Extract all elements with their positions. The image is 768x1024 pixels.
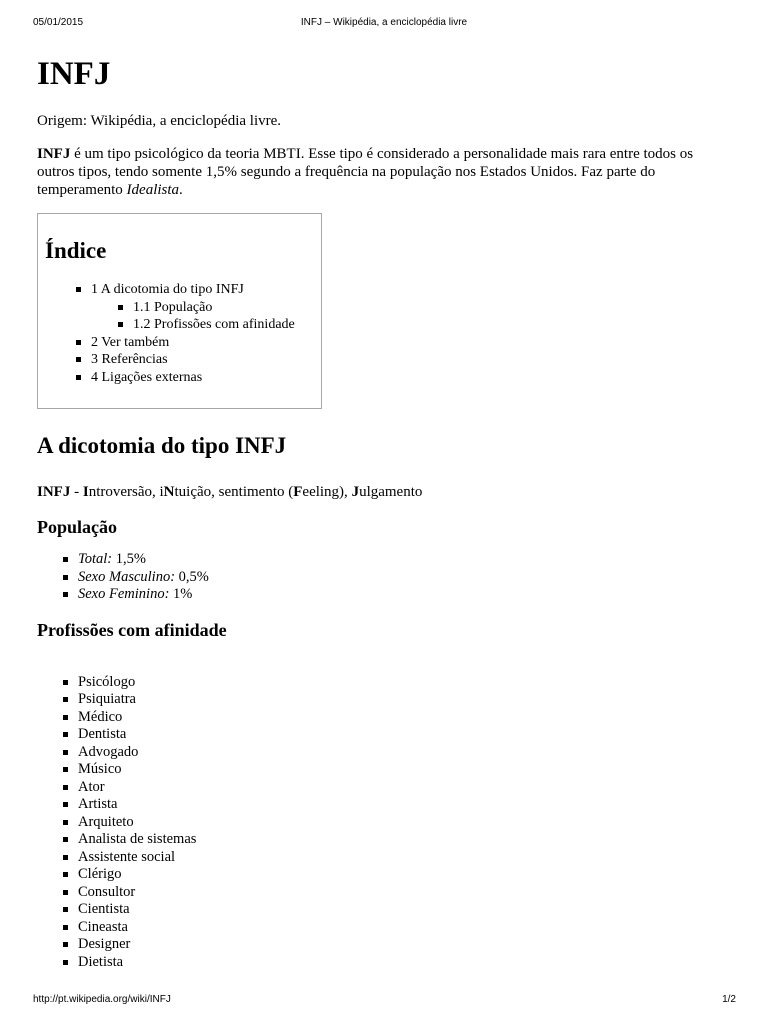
intro-paragraph	[37, 145, 727, 199]
profissoes-list	[63, 674, 727, 972]
list-item: Músico	[63, 761, 727, 779]
table-of-contents	[37, 213, 322, 409]
list-item: Cientista	[63, 901, 727, 919]
list-item: Médico	[63, 709, 727, 727]
toc-sublist	[118, 299, 321, 334]
toc-item-populacao[interactable]: 1.1 População	[118, 299, 321, 317]
section-heading-profissoes: Profissões com afinidade	[37, 619, 227, 640]
toc-item-dicotomia[interactable]: 1 A dicotomia do tipo INFJ 1.1 População 1.2 Profissões com afinidade	[76, 281, 321, 334]
dicotomia-term: INFJ	[37, 484, 71, 500]
toc-item-ver-tambem[interactable]: 2 Ver também	[76, 334, 321, 352]
intro-bold-term: INFJ	[37, 146, 71, 162]
print-title: INFJ – Wikipédia, a enciclopédia livre	[300, 17, 468, 28]
list-item: Clérigo	[63, 866, 727, 884]
list-item: Ator	[63, 779, 727, 797]
page-title: INFJ	[37, 56, 111, 92]
list-item: Sexo Masculino: 0,5%	[63, 569, 727, 587]
print-url: http://pt.wikipedia.org/wiki/INFJ	[33, 994, 171, 1005]
origin-line: Origem: Wikipédia, a enciclopédia livre.	[37, 113, 282, 129]
toc-item-referencias[interactable]: 3 Referências	[76, 351, 321, 369]
list-item: Total: 1,5%	[63, 551, 727, 569]
list-item: Consultor	[63, 884, 727, 902]
toc-item-ligacoes[interactable]: 4 Ligações externas	[76, 369, 321, 387]
article-content	[37, 52, 727, 971]
intro-text-end: .	[179, 182, 183, 198]
list-item: Psiquiatra	[63, 691, 727, 709]
intro-italic-link[interactable]: Idealista	[126, 182, 180, 198]
populacao-list	[63, 551, 727, 604]
list-item: Sexo Feminino: 1%	[63, 586, 727, 604]
list-item: Arquiteto	[63, 814, 727, 832]
print-footer	[0, 994, 768, 1008]
dicotomia-line: INFJ - Introversão, iNtuição, sentimento (Feeling), Julgamento	[37, 484, 423, 500]
list-item: Designer	[63, 936, 727, 954]
intro-text: é um tipo psicológico da teoria MBTI. Esse tipo é considerado a personalidade mais rara entre todos os outros tipos, tendo somente 1,5% segundo a frequência na população nos Estados Unidos. Faz parte do temperamento	[37, 146, 694, 198]
list-item: Dietista	[63, 954, 727, 972]
section-heading-populacao: População	[37, 517, 118, 537]
toc-item-profissoes[interactable]: 1.2 Profissões com afinidade	[118, 316, 321, 334]
section-heading-dicotomia: A dicotomia do tipo INFJ	[37, 433, 287, 458]
print-header	[0, 17, 768, 31]
list-item: Artista	[63, 796, 727, 814]
list-item: Psicólogo	[63, 674, 727, 692]
page-number: 1/2	[722, 994, 736, 1005]
toc-heading: Índice	[45, 238, 107, 263]
list-item: Analista de sistemas	[63, 831, 727, 849]
toc-list	[76, 281, 321, 386]
print-date: 05/01/2015	[33, 17, 84, 28]
list-item: Advogado	[63, 744, 727, 762]
list-item: Cineasta	[63, 919, 727, 937]
list-item: Dentista	[63, 726, 727, 744]
list-item: Assistente social	[63, 849, 727, 867]
